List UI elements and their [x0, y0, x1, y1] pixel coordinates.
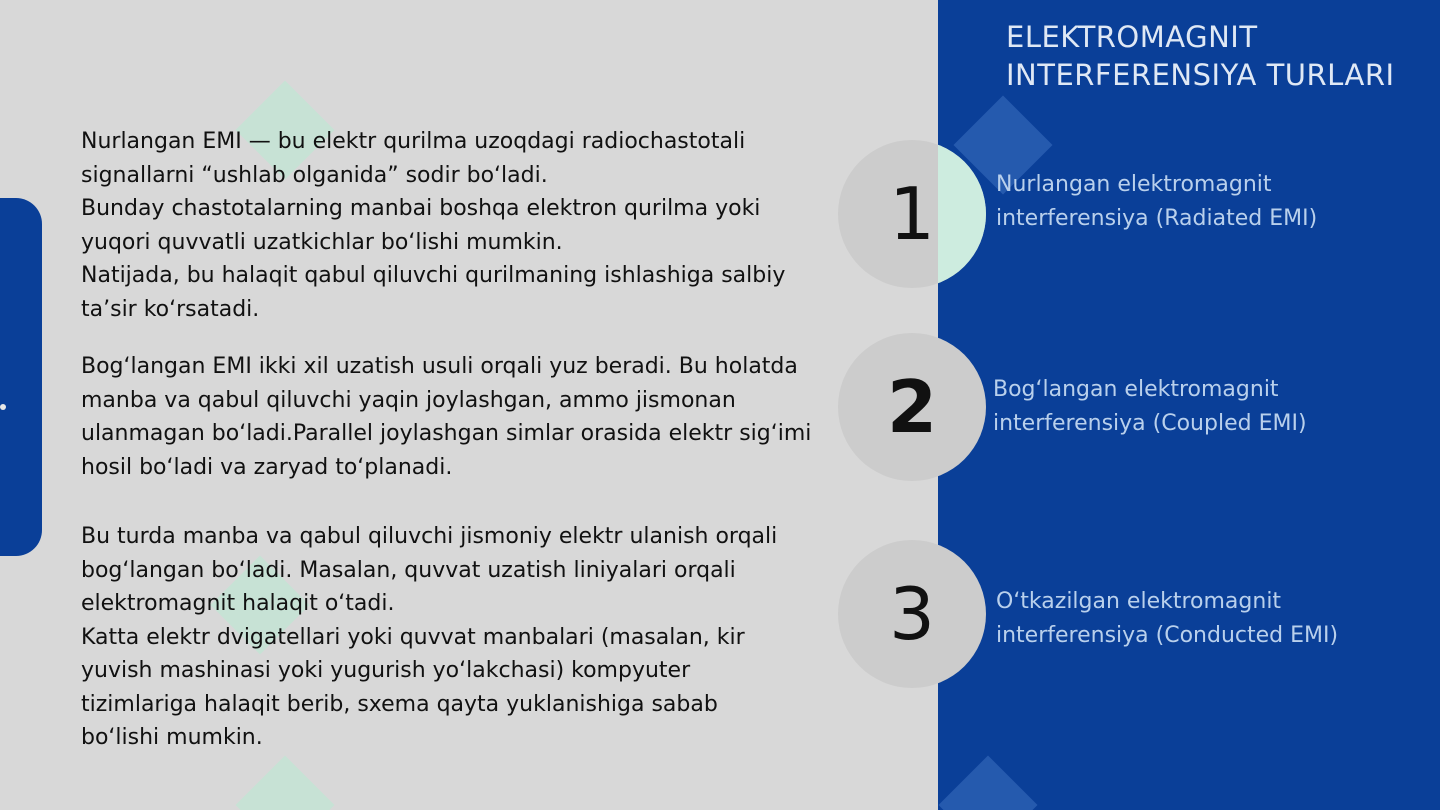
number-2: 2 [886, 365, 938, 449]
circle-highlight [938, 140, 986, 288]
paragraph-conducted: Bu turda manba va qabul qiluvchi jismoniy elektr ulanish orqali bog‘langan bo‘ladi. Masalan, quvvat uzatish liniyalari orqali elektromagnit halaqit o‘tadi. Katta elektr dvigatellari yoki quvvat manbalari (masalan, kir yuvish mashinasi yoki yugurish yo‘lakchasi) kompyuter tizimlariga halaqit berib, sxema qayta yuklanishiga sabab bo‘lishi mumkin. [81, 524, 778, 750]
side-tab [0, 198, 42, 556]
number-1: 1 [889, 172, 935, 256]
watermark-shape [236, 756, 335, 810]
type-label-radiated: Nurlangan elektromagnit interferensiya (Radiated EMI) [996, 172, 1318, 231]
paragraph-radiated: Nurlangan EMI — bu elektr qurilma uzoqdagi radiochastotali signallarni “ushlab olganida” sodir bo‘ladi. Bunday chastotalarning manbai boshqa elektron qurilma yoki yuqori quvvatli uzatkichlar bo‘lishi mumkin. Natijada, bu halaqit qabul qiluvchi qurilmaning ishlashiga salbiy ta’sir ko‘rsatadi. [81, 129, 786, 322]
side-tab-dot [0, 404, 6, 410]
watermark-shape [939, 756, 1038, 810]
number-circle-1 [838, 140, 986, 288]
number-circle-2 [838, 333, 986, 481]
number-3: 3 [889, 572, 935, 656]
type-label-conducted: O‘tkazilgan elektromagnit interferensiya (Conducted EMI) [996, 589, 1339, 648]
number-circle-3 [838, 540, 986, 688]
slide-title: ELEKTROMAGNIT INTERFERENSIYA TURLARI [1006, 20, 1395, 92]
type-label-coupled: Bog‘langan elektromagnit interferensiya (Coupled EMI) [993, 377, 1307, 436]
paragraph-coupled: Bog‘langan EMI ikki xil uzatish usuli orqali yuz beradi. Bu holatda manba va qabul qiluvchi yaqin joylashgan, ammo jismonan ulanmagan bo‘ladi.Parallel joylashgan simlar orasida elektr sig‘imi hosil bo‘ladi va zaryad to‘planadi. [81, 354, 812, 480]
